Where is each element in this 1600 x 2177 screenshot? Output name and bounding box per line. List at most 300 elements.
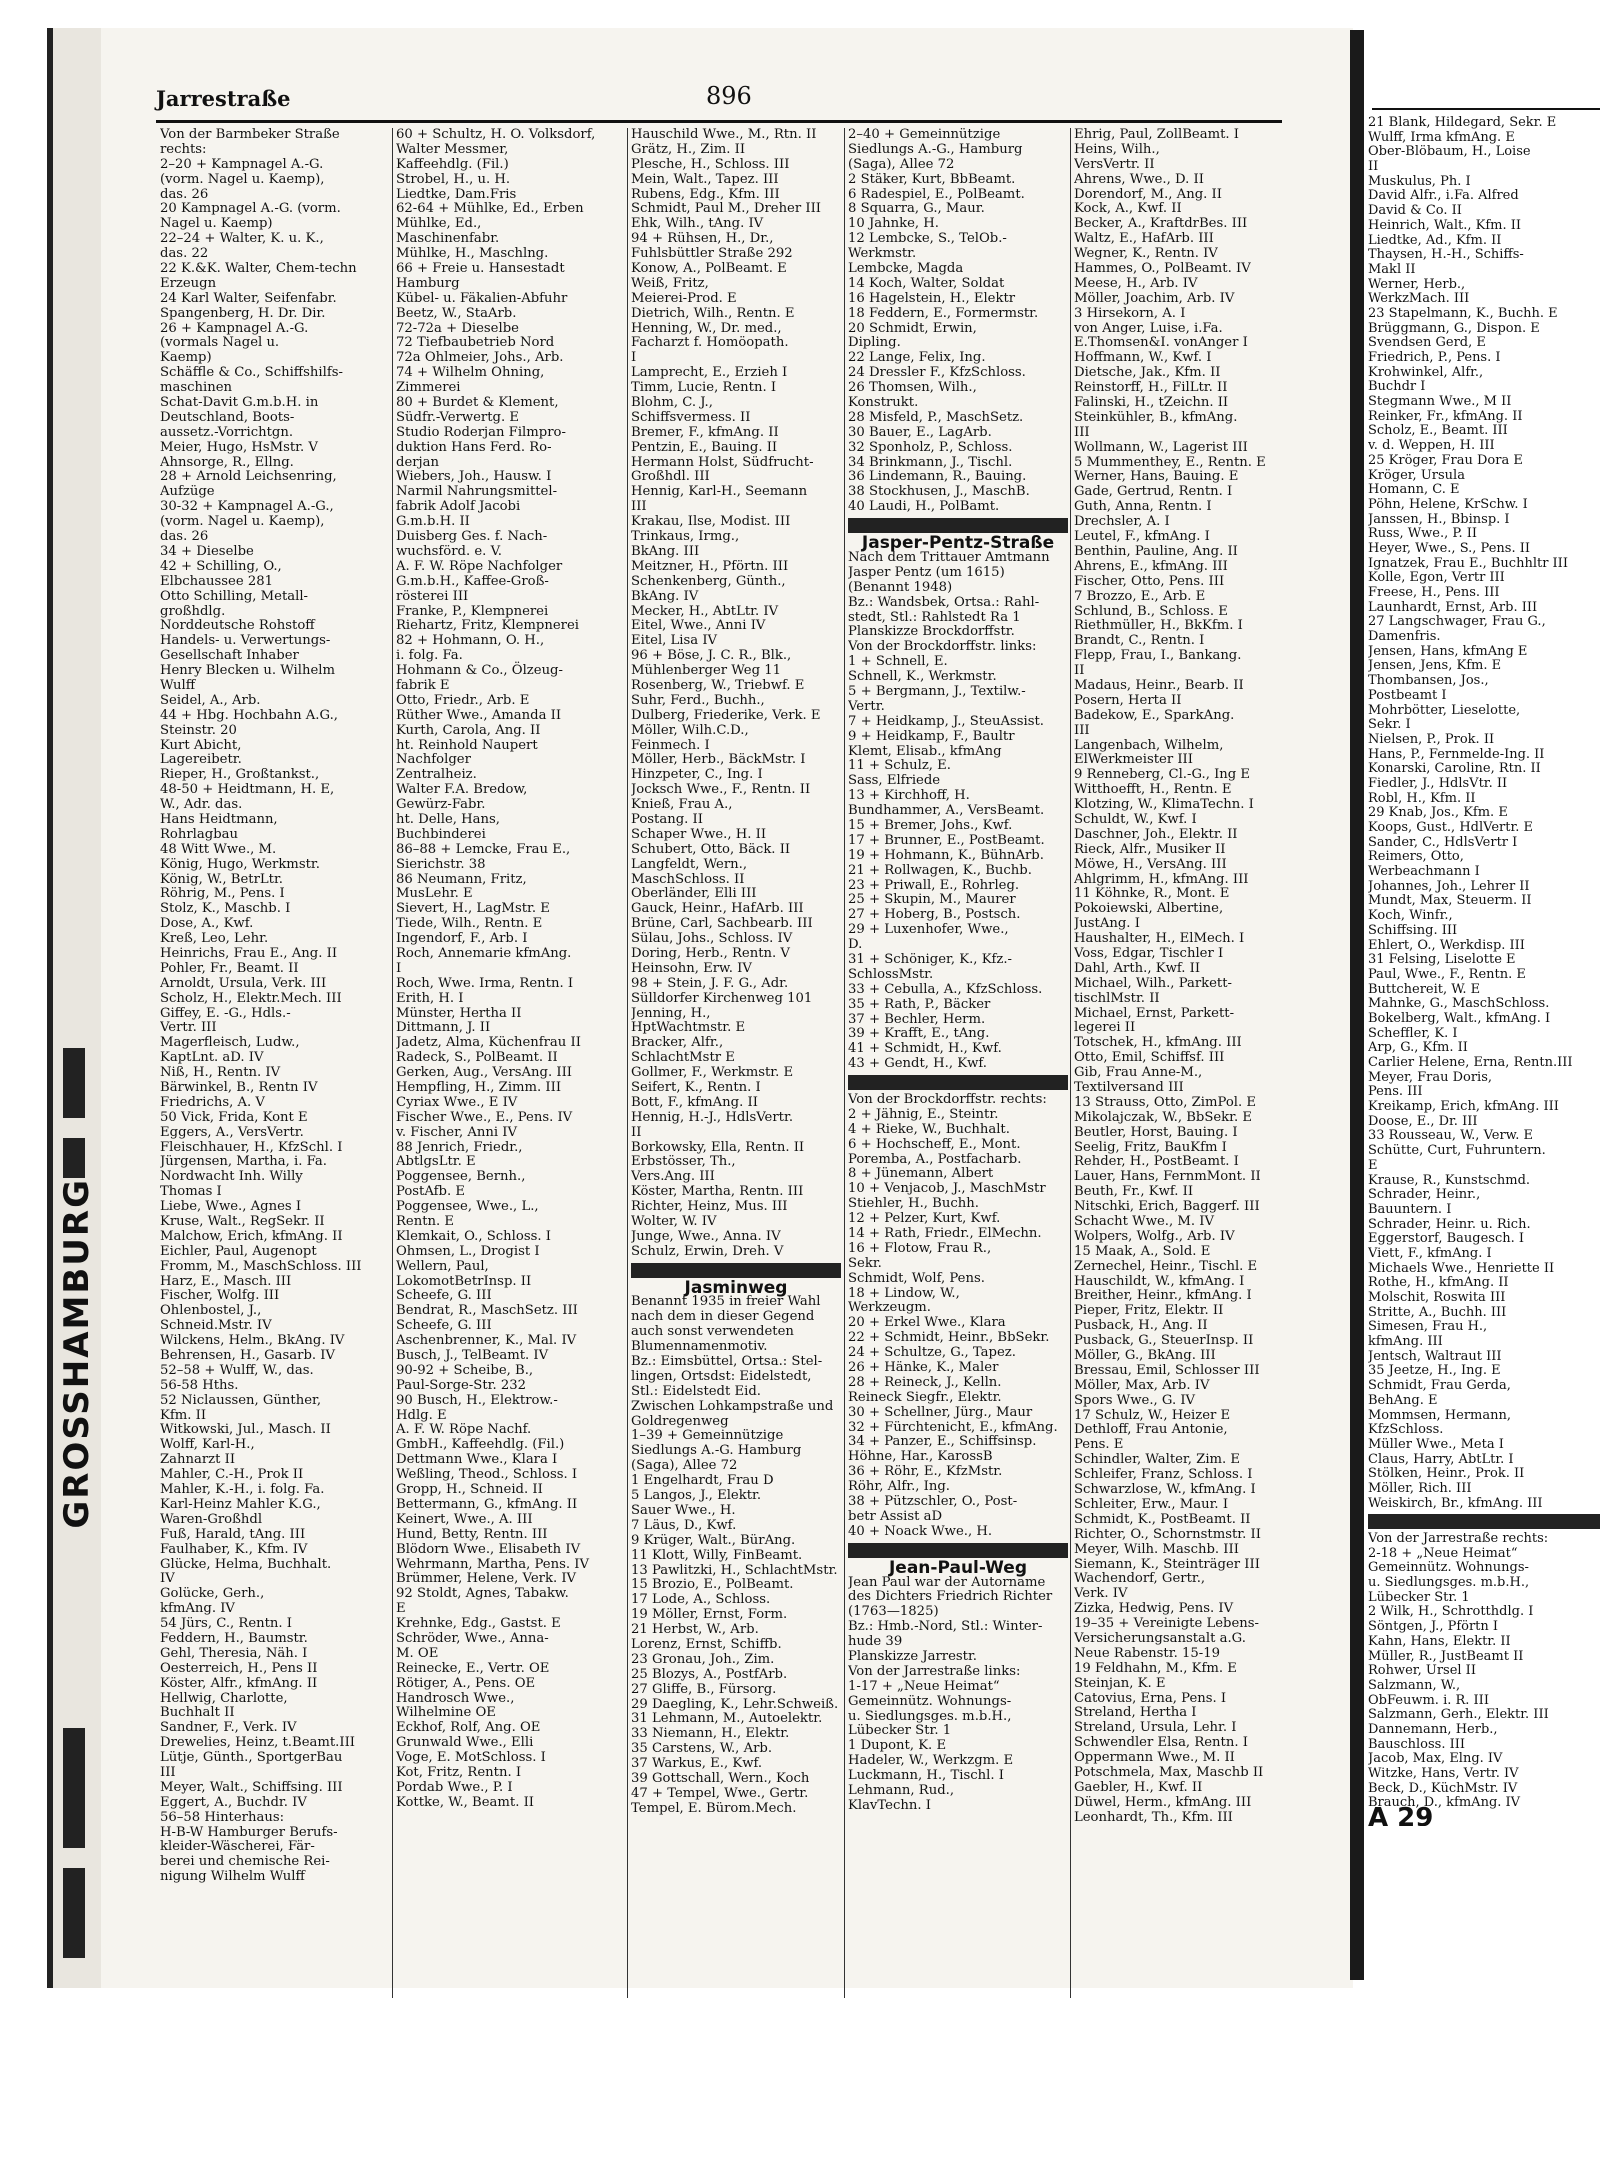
directory-entry: Röhrig, M., Pens. I [160,886,285,902]
directory-entry: Siedlungs A.-G. Hamburg [631,1443,802,1459]
directory-column-4 [848,128,1068,1814]
directory-entry: 7 + Heidkamp, J., SteuAssist. [848,713,1044,729]
directory-entry: Voge, E. MotSchloss. I [396,1750,546,1766]
directory-entry: Ehk, Wilh., tAng. IV [631,216,764,232]
directory-entry: Jensen, Jens, Kfm. E [1368,658,1502,674]
directory-entry: (vormals Nagel u. [160,335,280,351]
directory-entry: Molschit, Roswita III [1368,1290,1506,1305]
directory-entry: 2–40 + Gemeinnützige [848,128,1001,142]
directory-entry: Hamburg [396,275,460,291]
directory-entry: Heins, Wilh., [1074,141,1160,157]
directory-entry: Michael, Wilh., Parkett- [1074,975,1232,991]
directory-entry: Fromm, M., MaschSchloss. III [160,1258,362,1274]
directory-entry: Wegner, K., Rentn. IV [1074,246,1218,262]
directory-entry: des Dichters Friedrich Richter [848,1589,1053,1605]
directory-entry: Versicherungsanstalt a.G. [1074,1630,1246,1646]
directory-entry: 40 Laudi, H., PolBamt. [848,499,1000,515]
directory-entry: Reinstorff, H., FilLtr. II [1074,380,1228,396]
directory-entry: rösterei III [396,588,469,604]
directory-entry: ElWerkmeister III [1074,752,1193,768]
directory-entry: Dipling. [848,335,901,351]
directory-entry: Mommsen, Hermann, [1368,1407,1511,1423]
directory-entry: Johannes, Joh., Lehrer II [1368,878,1530,894]
directory-entry: Kfm. II [160,1407,207,1423]
directory-entry: Ohlenbostel, J., [160,1303,262,1319]
directory-entry: Sauer Wwe., H. [631,1502,736,1518]
directory-entry: 92 Stoldt, Agnes, Tabakw. [396,1586,569,1602]
directory-entry: Bracker, Alfr., [631,1035,724,1051]
directory-entry: 48 Witt Wwe., M. [160,841,277,857]
directory-entry: 25 Kröger, Frau Dora E [1368,452,1523,468]
street-heading: Jasminweg [684,1277,788,1298]
directory-entry: Dahl, Arth., Kwf. II [1074,960,1201,976]
directory-entry: Mahler, C.-H., Prok II [160,1467,304,1483]
directory-entry: Möller, Rich. III [1368,1480,1472,1496]
directory-entry: Catovius, Erna, Pens. I [1074,1690,1227,1706]
directory-entry: 6 Radespiel, E., PolBeamt. [848,186,1025,202]
directory-entry: III [160,1764,176,1780]
directory-entry: Mundt, Max, Steuerm. II [1368,893,1532,909]
directory-entry: Rohrlagbau [160,826,238,842]
directory-entry: Pokoiewski, Albertine, [1074,901,1224,917]
directory-entry: Schmidt, Paul M., Dreher III [631,201,821,217]
directory-entry: Meyer, Frau Doris, [1368,1069,1493,1085]
directory-entry: David & Co. II [1368,203,1462,219]
directory-entry: 17 Schulz, W., Heizer E [1074,1407,1231,1423]
directory-entry: Jadetz, Alma, Küchenfrau II [396,1035,581,1051]
directory-entry: Streland, Hertha I [1074,1705,1197,1721]
directory-entry: Brandt, C., Rentn. I [1074,633,1205,649]
directory-entry: E.Thomsen&I. vonAnger I [1074,335,1248,351]
directory-entry: fabrik Adolf Jacobi [396,499,521,515]
directory-entry: 98 + Stein, J. F. G., Adr. [631,975,789,991]
directory-entry: 12 Lembcke, S., TelOb.- [848,231,1007,247]
directory-entry: Eichler, Paul, Augenopt [160,1243,317,1259]
section-divider [848,1075,1068,1090]
directory-entry: 1 Engelhardt, Frau D [631,1473,774,1489]
directory-entry: wuchsförd. e. V. [396,543,502,559]
directory-entry: Heyer, Wwe., S., Pens. II [1368,540,1530,556]
directory-entry: Dulberg, Friederike, Verk. E [631,707,821,723]
directory-entry: Lagereibetr. [160,752,242,768]
directory-entry: Eggerstorf, Baugesch. I [1368,1231,1525,1247]
directory-entry: Von der Brockdorffstr. links: [848,639,1037,655]
directory-entry: 33 Niemann, H., Elektr. [631,1726,790,1742]
directory-entry: Karl-Heinz Mahler K.G., [160,1496,321,1512]
directory-entry: 10 Jahnke, H. [848,216,939,232]
directory-entry: legerei II [1074,1020,1136,1036]
directory-entry: 29 Daegling, K., Lehr.Schweiß. [631,1696,839,1712]
directory-entry: Heinrichs, Frau E., Ang. II [160,945,338,961]
directory-entry: Rentn. E [396,1214,455,1230]
directory-entry: 16 Hagelstein, H., Elektr [848,290,1016,306]
directory-entry: Ober-Blöbaum, H., Loise [1368,144,1531,160]
directory-column-3 [631,128,841,1817]
directory-entry: Neue Rabenstr. 15-19 [1074,1645,1220,1661]
directory-entry: 22–24 + Walter, K. u. K., [160,231,324,247]
directory-entry: 24 Dressler F., KfzSchloss. [848,365,1026,381]
directory-entry: 60 + Schultz, H. O. Volksdorf, [396,128,596,142]
directory-entry: 22 Lange, Felix, Ing. [848,350,986,366]
directory-entry: Vertr. [848,698,885,714]
directory-entry: Gaebler, H., Kwf. II [1074,1779,1203,1795]
directory-entry: Schiffsvermess. II [631,409,751,425]
directory-entry: Eitel, Lisa IV [631,633,718,649]
directory-entry: Trinkaus, Irmg., [631,529,740,545]
directory-entry: Carlier Helene, Erna, Rentn.III [1368,1055,1573,1070]
directory-entry: Eckhof, Rolf, Ang. OE [396,1720,541,1736]
directory-entry: Schat-Davit G.m.b.H. in [160,395,319,411]
directory-entry: 13 + Kirchhoff, H. [848,788,970,804]
directory-entry: 27 Gliffe, B., Fürsorg. [631,1681,777,1697]
directory-entry: 26 + Kampnagel A.-G. [160,320,309,336]
directory-entry: maschinen [160,380,233,396]
directory-entry: Meese, H., Arb. IV [1074,275,1198,291]
directory-entry: 12 + Pelzer, Kurt, Kwf. [848,1211,1001,1227]
directory-entry: 30-32 + Kampnagel A.-G., [160,499,334,515]
directory-entry: 86 Neumann, Fritz, [396,871,527,887]
directory-entry: Sekr. [848,1255,882,1271]
directory-entry: berei und chemische Rei- [160,1854,330,1870]
directory-entry: Von der Barmbeker Straße [160,128,340,142]
directory-entry: Mühlke, H., Maschlng. [396,246,549,262]
directory-entry: Schmidt, Wolf, Pens. [848,1270,985,1286]
directory-entry: 31 + Schöniger, K., Kfz.- [848,951,1013,967]
directory-entry: Pordab Wwe., P. I [396,1779,513,1795]
directory-entry: Guth, Anna, Rentn. I [1074,499,1212,515]
directory-entry: Schiffsing. III [1368,922,1458,938]
directory-entry: das. 22 [160,246,209,262]
directory-entry: Schleiter, Erw., Maur. I [1074,1496,1229,1512]
directory-entry: 13 Strauss, Otto, ZimPol. E [1074,1094,1257,1110]
directory-entry: 18 Feddern, E., Formermstr. [848,305,1039,321]
directory-entry: Siemann, K., Steinträger III [1074,1556,1260,1572]
section-divider [848,518,1068,533]
directory-entry: 56-58 Hths. [160,1377,239,1393]
directory-entry: Rieck, Alfr., Musiker II [1074,841,1226,857]
directory-entry: Krause, R., Kunstschmd. [1368,1172,1531,1188]
directory-entry: Meierei-Prod. E [631,290,737,306]
directory-entry: 74 + Wilhelm Ohning, [396,365,545,381]
directory-entry: Otto, Emil, Schiffsf. III [1074,1050,1225,1066]
directory-entry: Erith, H. I [396,990,464,1006]
directory-entry: Jocksch Wwe., F., Rentn. II [631,782,811,798]
directory-entry: Mahler, K.-H., i. folg. Fa. [160,1482,325,1498]
directory-entry: Wilckens, Helm., BkAng. IV [160,1333,345,1349]
directory-entry: Wulff, Irma kfmAng. E [1368,129,1515,145]
directory-entry: 11 Köhnke, R., Mont. E [1074,886,1230,902]
directory-entry: Salzmann, W., [1368,1677,1461,1693]
directory-entry: G.m.b.H., Kaffee-Groß- [396,573,549,589]
directory-entry: Schneid.Mstr. IV [160,1318,272,1334]
directory-entry: 38 + Pützschler, O., Post- [848,1494,1018,1510]
directory-entry: Sander, C., HdlsVertr I [1368,834,1518,850]
directory-entry: GmbH., Kaffeehdlg. (Fil.) [396,1437,565,1453]
directory-entry: Von der Jarrestraße rechts: [1368,1531,1549,1546]
directory-entry: 43 + Gendt, H., Kwf. [848,1056,987,1072]
directory-entry: Roch, Annemarie kfmAng. [396,945,572,961]
directory-entry: Höhne, Har., KarossB [848,1449,993,1465]
directory-entry: u. Siedlungsges. m.b.H., [1368,1575,1530,1591]
directory-entry: Niß, H., Rentn. IV [160,1065,281,1081]
directory-entry: 17 Lode, A., Schloss. [631,1592,771,1608]
directory-entry: Duisberg Ges. f. Nach- [396,529,548,545]
directory-entry: 8 Squarra, G., Maur. [848,201,985,217]
signature-mark: A 29 [1368,1803,1434,1826]
directory-entry: Richter, Heinz, Mus. III [631,1199,788,1215]
directory-entry: 21 Herbst, W., Arb. [631,1622,759,1638]
directory-entry: 37 Warkus, E., Kwf. [631,1756,763,1772]
directory-entry: Sülau, Johs., Schloss. IV [631,931,793,947]
directory-entry: Siedlungs A.-G., Hamburg [848,141,1023,157]
directory-entry: Pens. III [1368,1084,1423,1100]
directory-entry: duktion Hans Ferd. Ro- [396,439,552,455]
directory-entry: SchlachtMstr E [631,1050,735,1066]
directory-entry: Deutschland, Boots- [160,409,295,425]
directory-entry: Feddern, H., Baumstr. [160,1630,308,1646]
directory-entry: 28 Misfeld, P., MaschSetz. [848,409,1024,425]
directory-entry: Bremer, F., kfmAng. II [631,424,779,440]
directory-entry: Vertr. III [160,1020,217,1036]
directory-entry: Wolpers, Wolfg., Arb. IV [1074,1228,1235,1244]
directory-entry: 19 + Hohmann, K., BühnArb. [848,847,1044,863]
directory-entry: Benthin, Pauline, Ang. II [1074,543,1238,559]
directory-entry: Behrensen, H., Gasarb. IV [160,1348,336,1364]
directory-entry: Köster, Alfr., kfmAng. II [160,1675,318,1691]
directory-entry: Kurth, Carola, Ang. II [396,722,541,738]
directory-entry: 48-50 + Heidtmann, H. E, [160,782,335,798]
directory-entry: 41 + Schmidt, H., Kwf. [848,1041,1002,1057]
directory-entry: 10 + Venjacob, J., MaschMstr [848,1181,1046,1197]
directory-entry: u. Siedlungsges. m.b.H., [848,1708,1012,1724]
directory-entry: v. d. Weppen, H. III [1368,438,1495,454]
directory-entry: Wolff, Karl-H., [160,1437,255,1453]
directory-entry: IV [160,1571,175,1587]
directory-entry: Suhr, Ferd., Buchh., [631,692,765,708]
directory-entry: Blohm, C. J., [631,395,713,411]
directory-entry: PostAfb. E [396,1184,465,1200]
directory-entry: Benannt 1935 in freier Wahl [631,1294,821,1310]
directory-entry: 50 Vick, Frida, Kont E [160,1109,308,1125]
directory-entry: Lauer, Hans, FernmMont. II [1074,1169,1261,1185]
directory-entry: Gollmer, F., Werkmstr. E [631,1065,794,1081]
directory-entry: 54 Jürs, C., Rentn. I [160,1616,293,1632]
directory-entry: Brüne, Carl, Sachbearb. III [631,916,813,932]
directory-entry: Konow, A., PolBeamt. E [631,261,787,277]
directory-entry: Studio Roderjan Filmpro- [396,424,566,440]
directory-entry: Nitschki, Erich, Baggerf. III [1074,1199,1260,1215]
directory-entry: Pöhn, Helene, KrSchw. I [1368,496,1528,512]
directory-entry: Strobel, H., u. H. [396,171,511,187]
directory-entry: Lorenz, Ernst, Schiffb. [631,1636,782,1652]
spine-mark [63,1138,85,1178]
directory-entry: Lembcke, Magda [848,261,964,277]
directory-entry: Michael, Ernst, Parkett- [1074,1005,1235,1021]
directory-entry: Riethmüller, H., BkKfm. I [1074,618,1243,634]
directory-entry: Schaper Wwe., H. II [631,826,767,842]
directory-entry: Witkowski, Jul., Masch. II [160,1422,331,1438]
directory-entry: Dettmann Wwe., Klara I [396,1452,558,1468]
directory-entry: Nagel u. Kaemp) [160,216,273,232]
directory-entry: I [396,960,402,976]
directory-entry: WerkzMach. III [1368,291,1470,307]
directory-entry: 30 Bauer, E., LagArb. [848,424,992,440]
directory-entry: Möller, Joachim, Arb. IV [1074,290,1235,306]
directory-entry: KfzSchloss. [1368,1422,1444,1438]
directory-entry: Hauschild Wwe., M., Rtn. II [631,128,817,142]
directory-entry: rechts: [160,141,207,157]
directory-entry: 15 Brozio, E., PolBeamt. [631,1577,794,1593]
directory-entry: 5 Mummenthey, E., Rentn. E [1074,454,1266,470]
directory-entry: 96 + Böse, J. C. R., Blk., [631,648,792,664]
directory-entry: Stölken, Heinr., Prok. II [1368,1466,1525,1482]
directory-entry: kleider-Wäscherei, Fär- [160,1839,315,1855]
directory-entry: Haushalter, H., ElMech. I [1074,931,1245,947]
directory-entry: ObFeuwm. i. R. III [1368,1692,1489,1708]
directory-entry: 72a Ohlmeier, Johs., Arb. [396,350,564,366]
directory-entry: Rohwer, Ursel II [1368,1663,1476,1679]
directory-entry: Breither, Heinr., kfmAng. I [1074,1288,1252,1304]
directory-entry: das. 26 [160,529,209,545]
directory-entry: Sierichstr. 38 [396,856,486,872]
next-page-column [1368,116,1600,1826]
directory-entry: Zizka, Hedwig, Pens. IV [1074,1601,1234,1617]
directory-entry: Flepp, Frau, I., Bankang. [1074,648,1242,664]
directory-entry: Giffey, E. -G., Hdls.- [160,1005,291,1021]
directory-entry: A. F. W. Röpe Nachfolger [396,558,563,574]
directory-entry: Meyer, Walt., Schiffsing. III [160,1779,343,1795]
directory-entry: SchlossMstr. [848,966,934,982]
directory-entry: Schulz, Erwin, Dreh. V [631,1243,784,1259]
directory-entry: 34 + Dieselbe [160,543,254,559]
directory-entry: Drewelies, Heinz, t.Beamt.III [160,1735,355,1751]
directory-entry: 18 + Lindow, W., [848,1285,960,1301]
directory-entry: Ehlert, O., Werkdisp. III [1368,937,1525,953]
directory-column-1 [160,128,390,1885]
directory-entry: Rötiger, A., Pens. OE [396,1675,536,1691]
directory-entry: Poggensee, Wwe., L., [396,1199,539,1215]
column-rule [844,128,845,1998]
directory-entry: Launhardt, Ernst, Arb. III [1368,599,1538,615]
directory-entry: II [631,1124,642,1140]
directory-entry: 2–20 + Kampnagel A.-G. [160,156,324,172]
directory-entry: Sekr. I [1368,717,1411,733]
directory-entry: Gropp, H., Schneid. II [396,1482,543,1498]
directory-entry: M. OE [396,1645,439,1661]
directory-entry: KlavTechn. I [848,1797,931,1813]
directory-entry: 47 + Tempel, Wwe., Gertr. [631,1785,809,1801]
directory-entry: Koch, Winfr., [1368,908,1453,924]
directory-entry: Schrader, Heinr. u. Rich. [1368,1216,1531,1232]
directory-entry: KaptLnt. aD. IV [160,1050,264,1066]
directory-entry: 28 + Arnold Leichsenring, [160,469,337,485]
section-divider [631,1263,841,1278]
directory-entry: Steinstr. 20 [160,722,237,738]
directory-entry: Ahnsorge, R., Ellng. [160,454,294,470]
directory-entry: 6 + Hochscheff, E., Mont. [848,1136,1021,1152]
directory-entry: Wiebers, Joh., Hausw. I [396,469,552,485]
directory-entry: Becker, A., KraftdrBes. III [1074,216,1248,232]
directory-entry: 25 + Skupin, M., Maurer [848,892,1016,908]
directory-entry: Steinkühler, B., kfmAng. [1074,409,1238,425]
directory-entry: Richter, O., Schornstmstr. II [1074,1526,1261,1542]
directory-entry: Düwel, Herm., kfmAng. III [1074,1794,1252,1810]
directory-entry: 90-92 + Scheibe, B., [396,1362,534,1378]
directory-entry: das. 26 [160,186,209,202]
directory-entry: stedt, Stl.: Rahlstedt Ra 1 [848,609,1021,625]
directory-entry: Schlund, B., Schloss. E [1074,603,1228,619]
directory-entry: 7 Brozzo, E., Arb. E [1074,588,1206,604]
directory-entry: 19 Feldhahn, M., Kfm. E [1074,1660,1237,1676]
spine-text: GROSSHAMBURG [57,1178,97,1529]
directory-entry: Nordwacht Inh. Willy [160,1169,303,1185]
directory-entry: Gib, Frau Anne-M., [1074,1065,1203,1081]
directory-entry: 22 + Schmidt, Heinr., BbSekr. [848,1330,1050,1346]
directory-entry: Fiedler, J., HdlsVtr. II [1368,775,1508,791]
directory-entry: 35 + Rath, P., Bäcker [848,996,991,1012]
directory-entry: 30 + Schellner, Jürg., Maur [848,1404,1033,1420]
directory-entry: großhdlg. [160,603,226,619]
directory-entry: Müller, R., JustBeamt II [1368,1648,1524,1664]
directory-entry: Scheefe, G. III [396,1318,492,1334]
directory-entry: 3 Hirsekorn, A. I [1074,305,1186,321]
directory-entry: 8 + Jünemann, Albert [848,1166,994,1182]
directory-entry: Hans Heidtmann, [160,811,278,827]
directory-entry: Schenkenberg, Günth., [631,573,786,589]
directory-entry: Blödorn Wwe., Elisabeth IV [396,1541,581,1557]
directory-entry: Heinrich, Walt., Kfm. II [1368,217,1521,233]
directory-entry: Schwarzlose, W., kfmAng. I [1074,1482,1256,1498]
directory-entry: Gade, Gertrud, Rentn. I [1074,484,1233,500]
directory-entry: Leutel, F., kfmAng. I [1074,529,1210,545]
directory-entry: Hund, Betty, Rentn. III [396,1526,548,1542]
directory-entry: Seifert, K., Rentn. I [631,1080,761,1095]
directory-entry: Leonhardt, Th., Kfm. III [1074,1809,1233,1825]
directory-entry: Brümmer, Helene, Verk. IV [396,1571,577,1587]
directory-entry: Otto, Friedr., Arb. E [396,692,530,708]
directory-entry: Poremba, A., Postfacharb. [848,1151,1022,1167]
directory-entry: Krakau, Ilse, Modist. III [631,514,791,530]
directory-entry: III [631,499,647,515]
directory-entry: Norddeutsche Rohstoff [160,618,315,634]
directory-entry: Möller, Max, Arb. IV [1074,1377,1210,1393]
directory-entry: Mecker, H., AbtLtr. IV [631,603,779,619]
directory-entry: Werbeachmann I [1368,864,1480,880]
running-title: Jarrestraße [156,86,291,111]
directory-entry: Von der Jarrestraße links: [848,1663,1021,1679]
directory-entry: Simesen, Frau H., [1368,1319,1488,1335]
directory-entry: Weiß, Fritz, [631,275,709,291]
directory-entry: Golücke, Gerh., [160,1586,265,1602]
directory-entry: 52–58 + Wulff, W., das. [160,1362,314,1378]
directory-entry: Paul-Sorge-Str. 232 [396,1377,527,1393]
page-header [156,80,1282,123]
directory-entry: Viett, F., kfmAng. I [1368,1245,1492,1261]
directory-entry: Bauuntern. I [1368,1201,1452,1217]
directory-entry: 33 + Cebulla, A., KfzSchloss. [848,981,1043,997]
directory-entry: Kahn, Hans, Elektr. II [1368,1633,1511,1649]
directory-entry: Jenning, H., [631,1005,711,1021]
directory-entry: Doring, Herb., Rentn. V [631,945,790,961]
directory-entry: 11 Klott, Willy, FinBeamt. [631,1547,803,1563]
directory-entry: Werner, Herb., [1368,276,1466,292]
directory-entry: Scholz, H., Elektr.Mech. III [160,990,342,1006]
directory-entry: Faulhaber, K., Kfm. IV [160,1541,308,1557]
directory-entry: Schmidt, Frau Gerda, [1368,1378,1511,1394]
directory-entry: Wachendorf, Gertr., [1074,1571,1206,1587]
directory-entry: BkAng. III [631,543,700,559]
directory-entry: Roch, Wwe. Irma, Rentn. I [396,975,574,991]
